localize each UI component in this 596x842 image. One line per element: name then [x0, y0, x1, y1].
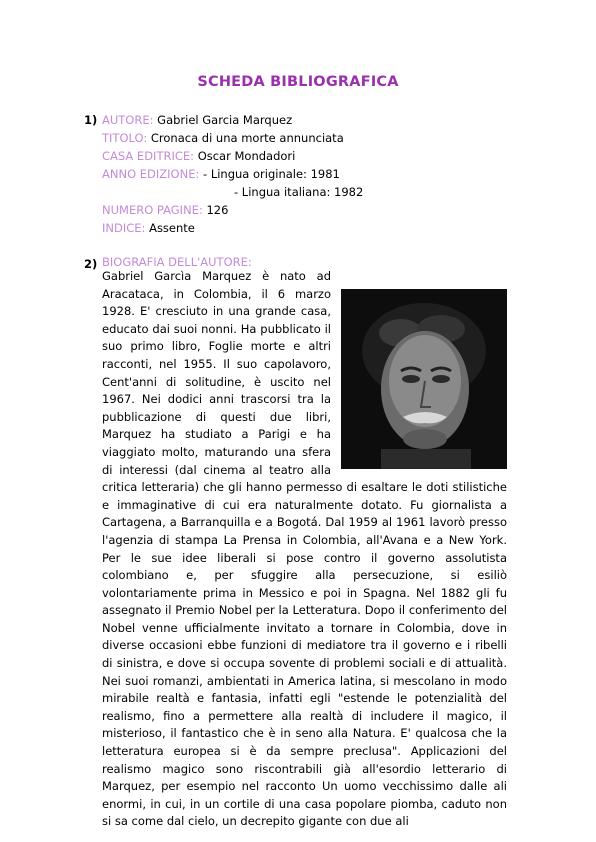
author-portrait-image [341, 289, 507, 469]
biography-text: Gabriel Garcìa Marquez è nato ad Aracataca, in Colombia, il 6 marzo 1928. E' cresciuto in una grande casa, educato dai suoi nonni. Ha pubblicato il suo primo libro, Foglie morte e altri racconti, nel 1955. Il suo capolavoro, Cent'anni di solitudine, è uscito nel 1967. Nei dodici anni trascorsi tra la pubblicazione di questi due libri, Marquez ha studiato a Parigi e ha viaggiato molto, maturando una sfera di interessi (dal cinema al teatro alla critica letteraria) che gli hanno permesso di esaltare le doti stilistiche e immaginative di cui era naturalmente dotato. Fu giornalista a Cartagena, a Barranquilla e a Bogotá. Dal 1959 al 1961 lavorò presso l'agenzia di stampa La Prensa in Colombia, all'Avana e a New York. Per le sue idee liberali si pose contro il governo assolutista colombiano e, per sfuggire alla persecuzione, si esiliò volontariamente prima in Messico e poi in Spagna. Nel 1882 gli fu assegnato il Premio Nobel per la Letteratura. Dopo il conferimento del Nobel venne ufficialmente invitato a tornare in Colombia, dove in diverse occasioni ebbe funzioni di mediatore tra il governo e i ribelli di sinistra, e dove si occupa sovente di problemi sociali e di attualità. Nei suoi romanzi, ambientati in America latina, si mescolano in modo mirabile realtà e fantasia, infatti egli "estende le potenzialità del realismo, fino a permettere alla realtà di includere il magico, il misterioso, il fantastico che è in seno alla Natura. E' qualcosa che la letteratura europea si è da sempre preclusa". Applicazioni del realismo magico sono riscontrabili già all'esordio letterario di Marquez, per esempio nel racconto Un uomo vecchissimo dalle ali enormi, in cui, in un cortile di una casa popolare piomba, caduto non si sa come dal cielo, un decrepito gigante con due ali [102, 269, 507, 829]
publisher-label: CASA EDITRICE: [102, 149, 195, 163]
pages-row [102, 201, 363, 219]
author-label: AUTORE: [102, 113, 154, 127]
section-number-1: 1) [84, 113, 98, 127]
publisher-value: Oscar Mondadori [197, 149, 296, 163]
index-row [102, 219, 363, 237]
year-value-italian: - Lingua italiana: 1982 [234, 185, 364, 199]
index-value: Assente [149, 221, 195, 235]
title-value: Cronaca di una morte annunciata [150, 131, 344, 145]
author-row [102, 111, 363, 129]
title-row [102, 129, 363, 147]
portrait-photo-icon [341, 289, 507, 469]
index-label: INDICE: [102, 221, 146, 235]
pages-value: 126 [206, 203, 229, 217]
year-label: ANNO EDIZIONE: [102, 167, 200, 181]
biography-body [102, 268, 507, 831]
section-number-2: 2) [84, 257, 98, 271]
biography-heading: BIOGRAFIA DELL'AUTORE: [102, 255, 252, 269]
bibliographic-info [102, 111, 363, 237]
document-title: SCHEDA BIBLIOGRAFICA [197, 74, 399, 90]
year-row [102, 165, 363, 183]
year-value-original: - Lingua originale: 1981 [203, 167, 340, 181]
author-value: Gabriel Garcia Marquez [157, 113, 293, 127]
publisher-row [102, 147, 363, 165]
title-label: TITOLO: [102, 131, 148, 145]
pages-label: NUMERO PAGINE: [102, 203, 203, 217]
year-row-italian [102, 183, 363, 201]
